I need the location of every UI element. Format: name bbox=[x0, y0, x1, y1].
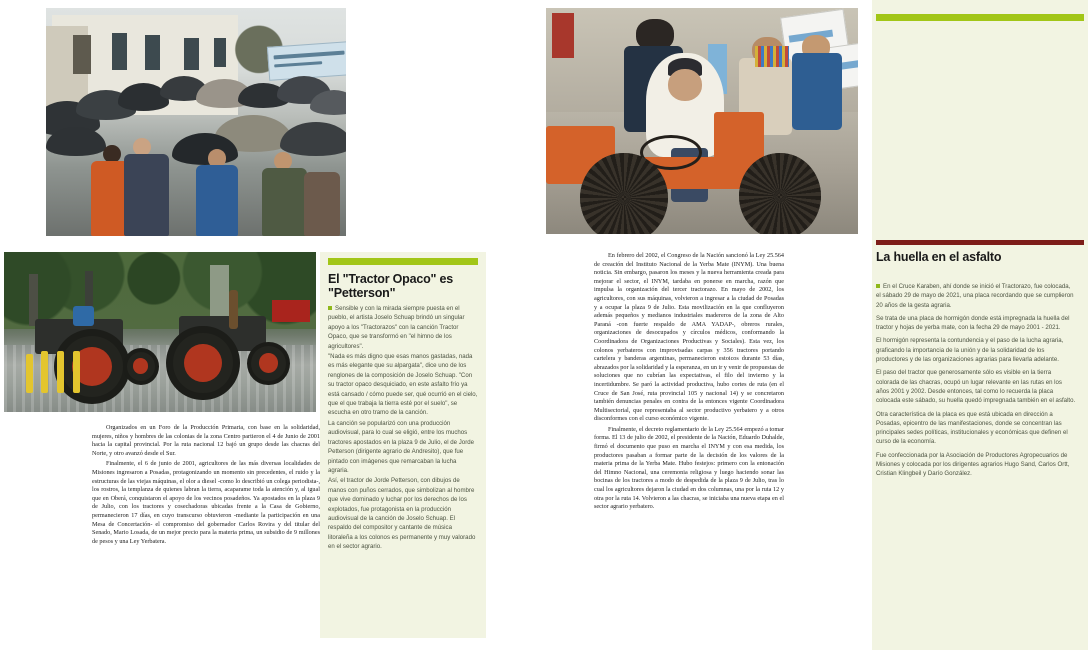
right-column-body bbox=[876, 282, 1076, 483]
middle-column-body bbox=[594, 252, 784, 514]
rainy-protest-march-photo bbox=[46, 8, 346, 236]
paragraph-text: Sensible y con la mirada siempre puesta en el pueblo, el artista Joselo Schuap brindó un singular apoyo a los "Tractorazos" con la canción Tractor Opaco, que se transformó en "el himno de los agricultores". bbox=[328, 305, 465, 350]
paragraph: Finalmente, el 6 de junio de 2001, agricultores de las más diversas localidades de Misiones ingresaron a Posadas, protagonizando un momento sin precedentes, el ruido y la estructuras de las viejas máquinas, el olor a diesel -como lo describió un colega periodista-, los rostros, la templanza de quienes labran la tierra, acaparame toda la atención y, al igual que en Oberá, conquistaron el apoyo de los vecinos posadeños. Ya apostados en la plaza 9 de Julio, con los tractores y cosechadoras ubicadas frente a la Casa de Gobierno, permanecieron 17 días, en cuyo transcurso obtuvieron -mediante la participación en una Mesa de Concertación- el compromiso del gobernador Carlos Rovira y del titular del Senado, Mario Losada, de un mejor precio para la materia prima, un subsidio de 9 millones de pesos y una Ley Yerbatera. bbox=[92, 460, 320, 545]
paragraph: Finalmente, el decreto reglamentario de la Ley 25.564 empezó a tomar forma. El 13 de julio de 2002, el presidente de la Nación, Eduardo Duhalde, firmó el documento que puso en marcha el INYM y con esa medida, los productores pasaban a formar parte de la decisión de los valores de la materia prima de la Yerba Mate. Hubo festejos: primero con la entonación del Himno Nacional, una ceremonia religiosa y luego haciendo sonar las bocinas de los tractores a modo de despedida de la plaza 9 de Julio, tras lo cual los agricultores dejaron la ciudad en dos columnas, una por la ruta 12 y otra por la ruta 14. Volvieron a las chacras, se iniciaba una nueva etapa en el sector agrario yerbatero. bbox=[594, 425, 784, 511]
paragraph: En febrero del 2002, el Congreso de la Nación sancionó la Ley 25.564 de creación del Instituto Nacional de la Yerba Mate (INYM). Una buena noticia. Sin embargo, pasaron los meses y la nueva herramienta creada para mejorar el sector, el INYM, tardaba en ponerse en marcha, razón que impulsa la organización del tercer tractorazo. En mayo de 2002, los agricultores, con sus máquinas, volvieron a ingresar a la ciudad de Posadas y a ocupar la plaza 9 de Julio. Esta movilización en la que confluyeron además pequeños y medianos industriales madereros de la zona de Alto Paraná -con fuerte respaldo de AMA YADAP-, obreros rurales, organizaciones de desocupados y círculos médicos, conformando la Coordinadora de Organizaciones Productivas y Sociales). Esta vez, los colonos yerbateros con improvisadas carpas y 356 tractores portando cartelera y banderas argentinas, permanecieron estoicos durante 53 días, abrazados por la solidaridad y la esperanza, en un ir y venir de propuestas de soluciones que no cubrían las expectativas, el filo del invierno y la incertidumbre. Se paró la actividad productiva, hubo cortes de ruta (en el Cruce de San José, ruta provincial 105 y nacional 14) y se concretaron también denuncias penales en contra de la entonces vigente Coordinadora Multisectorial, que representaba al sector productivo yerbatero y a otros disconformes con el curso económico vigente. bbox=[594, 252, 784, 423]
paragraph: El hormigón representa la contundencia y el paso de la lucha agraria, graficando la importancia de la unión y de la solidaridad de los productores y de las organizaciones agrarias para llevarla adelante. bbox=[876, 337, 1064, 364]
right-column-la-huella bbox=[872, 0, 1088, 650]
paragraph-text: En el Cruce Karaben, ahí donde se inició el Tractorazo, fue colocada, el sábado 29 de mayo de 2021, una placa recordando que se cumplieron 20 años de la gesta agraria. bbox=[876, 283, 1074, 309]
paragraph: Así, el tractor de Jorde Petterson, con dibujos de manos con puños cerrados, que simbolizan al hombre que vive dominado y luchar por los derechos de los explotados, fue protagonista en la producción audiovisual de la canción de Joselo Schuap. El respaldo del compositor y cantante de música litoraleña a los colonos es permanente y muy valorado en el sector agrario. bbox=[328, 477, 476, 551]
square-bullet-icon bbox=[876, 284, 880, 288]
divider-bar-dark-red bbox=[876, 240, 1084, 245]
paragraph: Otra característica de la placa es que está ubicada en dirección a Posadas, epicentro de las manifestaciones, donde se concentran las principales sedes políticas, institucionales y económicas que definen el curso de la economía. bbox=[876, 410, 1068, 446]
right-column-title: La huella en el asfalto bbox=[876, 250, 1002, 264]
paragraph: El paso del tractor que generosamente sólo es visible en la tierra colorada de las chacras, ocupó un lugar relevante en las rutas en los años 2001 y 2002. Desde entonces, tal como lo recuerda la placa colocada este sábado, su huella quedó impregnada también en el asfalto. bbox=[876, 369, 1076, 405]
accent-bar bbox=[328, 258, 478, 265]
paragraph: La canción se popularizó con una producción audiovisual, para lo cual se eligió, entre los muchos tractores apostados en la plaza 9 de Julio, el de Jorde Petterson (dirigente agrario de Andresito), que fue pintado con imágenes que remarcaban la lucha agraria. bbox=[328, 419, 475, 474]
paragraph: Se trata de una placa de hormigón donde está impregnada la huella del tractor y hojas de yerba mate, con la fecha 29 de mayo 2001 - 2021. bbox=[876, 314, 1070, 332]
sidebar-title: El "Tractor Opaco" es "Petterson" bbox=[328, 272, 454, 300]
tractors-on-wet-street-photo bbox=[4, 252, 316, 412]
paragraph: Fue confeccionada por la Asociación de Productores Agropecuarios de Misiones y colocada por los dirigentes agrarios Hugo Sand, Carlos Ortt, Cristian Klingbeil y Darío González. bbox=[876, 451, 1070, 478]
man-on-tractor-photo bbox=[546, 8, 858, 234]
accent-bar-top bbox=[876, 14, 1084, 21]
paragraph: "Nada es más digno que esas manos gastadas, nada es más elegante que su alpargata", dice uno de los renglones de la composición de Joselo Schuap. "Con su tractor opaco desquiciado, en este asfalto frío ya está cansado / cómo puede ser, qué ocurrió en el cielo, que el que trabaja la tierra esté por el suelo", se escucha en otro tramo de la canción. bbox=[328, 353, 478, 417]
paragraph-with-bullet bbox=[876, 282, 1076, 310]
left-column-body bbox=[92, 424, 320, 548]
sidebar-body bbox=[328, 304, 478, 553]
square-bullet-icon bbox=[328, 306, 332, 310]
paragraph-with-bullet bbox=[328, 304, 478, 351]
sidebar-tractor-opaco bbox=[320, 252, 486, 638]
paragraph: Organizados en un Foro de la Producción Primaria, con base en la solidaridad, mujeres, niños y hombres de las colonias de la zona Centro partieron el 4 de Junio de 2001 hacia la capital provincial. Por la ruta nacional 12 bajó un grupo desde las chacras del Norte, y otro avanzó desde el Sur. bbox=[92, 424, 320, 457]
